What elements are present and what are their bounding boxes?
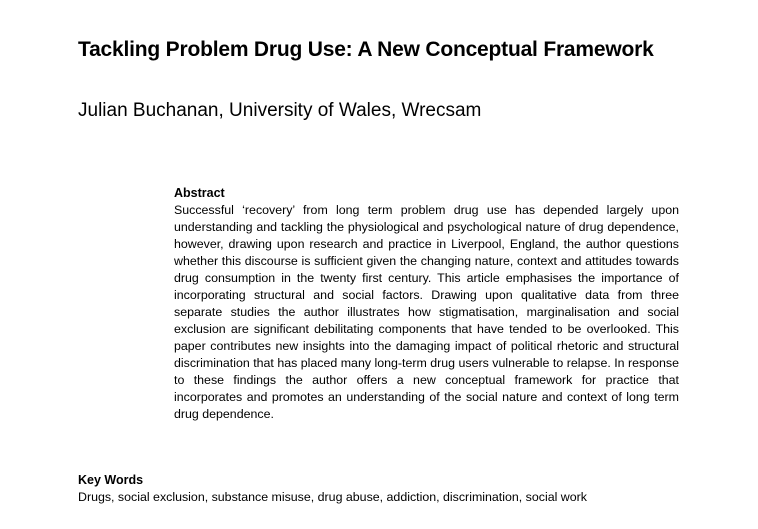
abstract-heading: Abstract [174,186,225,200]
keywords-heading: Key Words [78,473,144,487]
abstract-body: Successful ‘recovery’ from long term problem drug use has depended largely upon understanding and tackling the physiological and psychological nature of drug dependence, however, drawing upon research and practice in Liverpool, England, the author questions whether this discourse is sufficient given the changing nature, context and attitudes towards drug consumption in the twenty first century. This article emphasises the importance of incorporating structural and social factors. Drawing upon qualitative data from three separate studies the author illustrates how stigmatisation, marginalisation and social exclusion are significant debilitating components that have tended to be overlooked. This paper contributes new insights into the damaging impact of political rhetoric and structural discrimination that has placed many long-term drug users vulnerable to relapse. In response to these findings the author offers a new conceptual framework for practice that incorporates and promotes an understanding of the social nature and context of long term drug dependence. [174,203,679,421]
author-line: Julian Buchanan, University of Wales, Wrecsam [78,100,482,121]
keywords-section [78,472,738,506]
paper-title: Tackling Problem Drug Use: A New Conceptual Framework [78,38,654,61]
abstract-section [174,185,679,423]
keywords-list: Drugs, social exclusion, substance misuse, drug abuse, addiction, discrimination, social work [78,490,587,504]
